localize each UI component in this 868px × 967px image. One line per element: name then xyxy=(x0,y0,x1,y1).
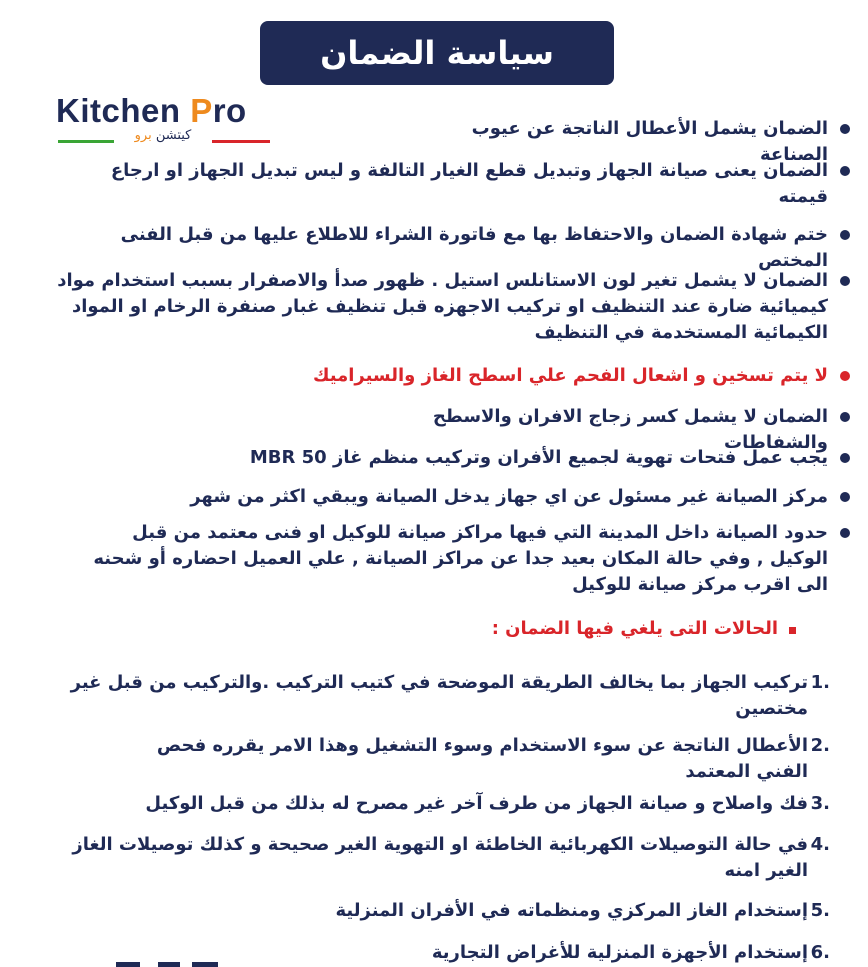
policy-item xyxy=(53,222,828,274)
policy-item xyxy=(68,520,828,598)
case-number: .3 xyxy=(810,793,830,814)
void-case-item xyxy=(68,832,830,884)
case-number: .5 xyxy=(810,900,830,921)
policy-item xyxy=(88,158,828,210)
bullet-icon xyxy=(840,453,850,463)
footer-deco-mark xyxy=(192,962,218,967)
logo-word-kitchen: Kitchen xyxy=(56,92,191,129)
logo-green-line xyxy=(58,140,114,143)
bullet-icon xyxy=(840,492,850,502)
case-number: .4 xyxy=(810,834,830,855)
policy-item-text: الضمان لا يشمل كسر زجاج الافران والاسطح والشفاطات xyxy=(432,406,828,453)
case-text: إستخدام الأجهزة المنزلية للأغراض التجارية xyxy=(431,942,808,963)
void-conditions-heading xyxy=(492,618,778,639)
policy-item-text: يجب عمل فتحات تهوية لجميع الأفران وتركيب منظم غاز 50 MBR xyxy=(249,447,828,468)
kitchen-pro-logo xyxy=(56,92,272,152)
policy-item-text: حدود الصيانة داخل المدينة التي فيها مراكز صيانة للوكيل او فنى معتمد من قبل الوكيل , وفي حالة المكان بعيد جدا عن مراكز الصيانة , علي العميل احضاره أو شحنه الى اقرب مركز صيانة للوكيل xyxy=(93,522,828,595)
void-case-item xyxy=(388,940,830,966)
case-number: .1 xyxy=(810,672,830,693)
policy-item-text: لا يتم تسخين و اشعال الفحم علي اسطح الغاز والسيراميك xyxy=(312,365,828,386)
case-text: إستخدام الغاز المركزي ومنظماته في الأفران المنزلية xyxy=(335,900,808,921)
logo-arabic-highlight: برو xyxy=(134,128,152,143)
policy-item-text: الضمان يعنى صيانة الجهاز وتبديل قطع الغيار التالفة و ليس تبديل الجهاز او ارجاع قيمته xyxy=(110,160,828,207)
bullet-icon xyxy=(840,230,850,240)
policy-item xyxy=(248,445,828,471)
red-bullet-icon xyxy=(840,371,850,381)
case-text: في حالة التوصيلات الكهربائية الخاطئة او التهوية الغير صحيحة و كذلك توصيلات الغاز الغير امنه xyxy=(72,834,808,881)
logo-letter-p: P xyxy=(190,92,213,129)
policy-item-text: الضمان يشمل الأعطال الناتجة عن عيوب الصناعة xyxy=(471,118,828,165)
policy-item xyxy=(188,484,828,510)
case-number: .2 xyxy=(810,735,830,756)
bullet-icon xyxy=(840,528,850,538)
logo-wordmark xyxy=(56,92,247,130)
footer-deco-mark xyxy=(158,962,180,967)
logo-red-line xyxy=(212,140,270,143)
policy-item xyxy=(38,268,828,346)
page-title: سياسة الضمان xyxy=(260,21,614,85)
policy-item-text: الضمان لا يشمل تغير لون الاستانلس استيل . ظهور صدأ والاصفرار بسبب استخدام مواد كيميائية ضارة عند التنظيف او تركيب الاجهزه قبل تنظيف غبار صنفرة الرخام او المواد الكيمائية المستخدمة في التنظيف xyxy=(57,270,828,343)
bullet-icon xyxy=(840,276,850,286)
bullet-icon xyxy=(840,412,850,422)
case-text: فك واصلاح و صيانة الجهاز من طرف آخر غير مصرح له بذلك من قبل الوكيل xyxy=(145,793,808,814)
void-case-item xyxy=(128,791,830,817)
bullet-icon xyxy=(840,124,850,134)
footer-deco-mark xyxy=(116,962,140,967)
void-case-item xyxy=(128,733,830,785)
case-text: الأعطال الناتجة عن سوء الاستخدام وسوء التشغيل وهذا الامر يقرره فحص الفني المعتمد xyxy=(156,735,808,782)
policy-item-text: مركز الصيانة غير مسئول عن اي جهاز يدخل الصيانة ويبقي اكثر من شهر xyxy=(190,486,828,507)
policy-item-warning xyxy=(308,363,828,389)
square-bullet-icon xyxy=(789,627,796,634)
bullet-icon xyxy=(840,166,850,176)
case-text: تركيب الجهاز بما يخالف الطريقة الموضحة في كتيب التركيب .والتركيب من قبل غير مختصين xyxy=(70,672,808,719)
void-case-item xyxy=(68,670,830,722)
void-conditions-heading-text: الحالات التى يلغي فيها الضمان : xyxy=(491,618,778,639)
logo-arabic xyxy=(120,128,206,143)
policy-item-text: ختم شهادة الضمان والاحتفاظ بها مع فاتورة الشراء للاطلاع عليها من قبل الفنى المختص xyxy=(120,224,828,271)
void-case-item xyxy=(288,898,830,924)
case-number: .6 xyxy=(810,942,830,963)
logo-word-ro: ro xyxy=(212,92,247,129)
logo-arabic-main: كيتشن xyxy=(155,128,192,143)
